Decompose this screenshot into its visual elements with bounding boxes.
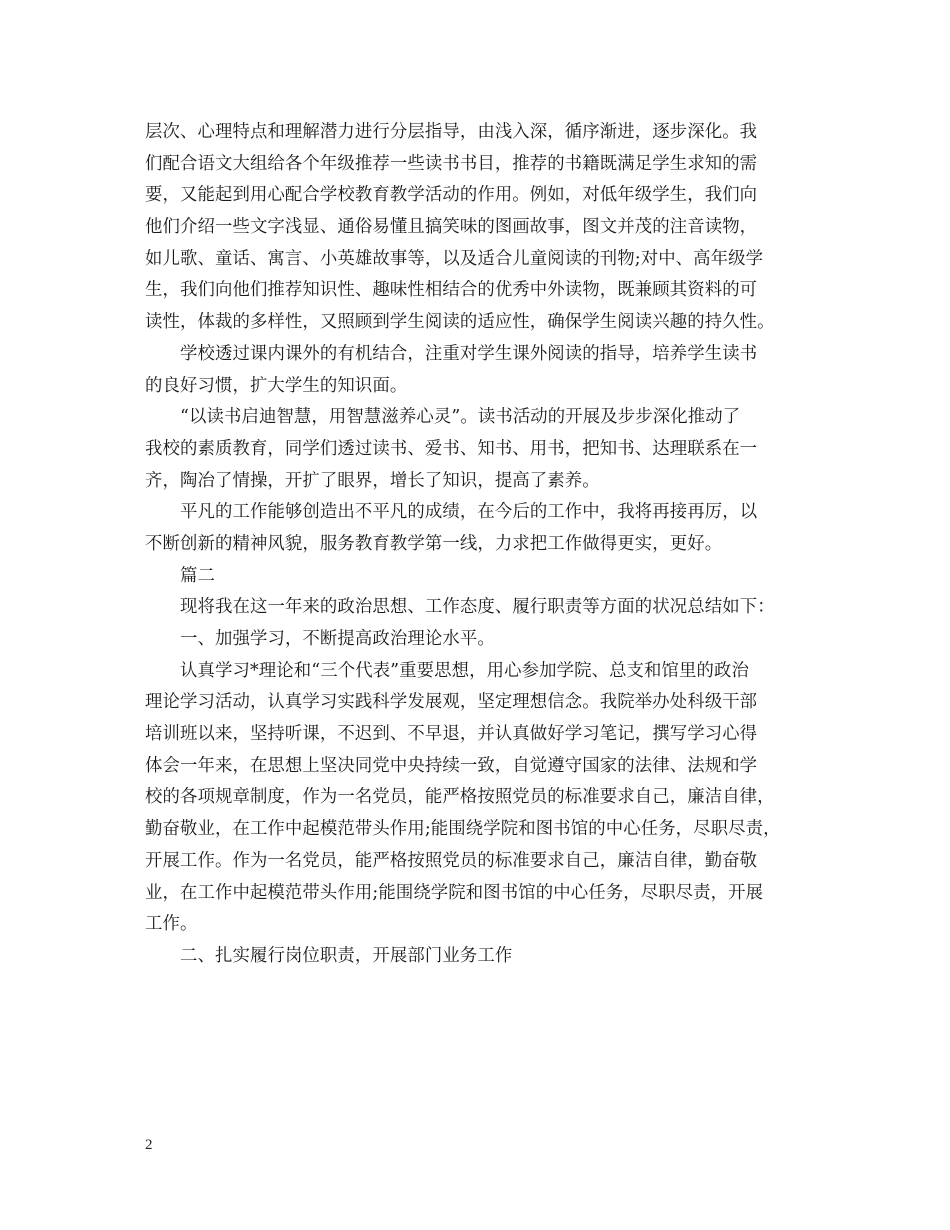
text-line: 二、扎实履行岗位职责，开展部门业务工作 xyxy=(180,945,513,966)
text-line: 培训班以来，坚持听课，不迟到、不早退，并认真做好学习笔记，撰写学习心得 xyxy=(145,724,758,745)
text-line: 读性，体裁的多样性，又照顾到学生阅读的适应性，确保学生阅读兴趣的持久性。 xyxy=(145,312,775,333)
text-line: 我校的素质教育，同学们透过读书、爱书、知书、用书，把知书、达理联系在一 xyxy=(145,438,758,459)
text-line: 学校透过课内课外的有机结合，注重对学生课外阅读的指导，培养学生读书 xyxy=(180,343,758,364)
text-line: “以读书启迪智慧，用智慧滋养心灵”。读书活动的开展及步步深化推动了 xyxy=(180,407,741,428)
text-line: 一、加强学习，不断提高政治理论水平。 xyxy=(180,629,495,649)
text-line: 齐，陶冶了情操，开扩了眼界，增长了知识，提高了素养。 xyxy=(145,470,600,491)
document-body xyxy=(145,117,805,973)
text-line: 们配合语文大组给各个年级推荐一些读书书目，推荐的书籍既满足学生求知的需 xyxy=(145,153,758,174)
text-line: 体会一年来，在思想上坚决同党中央持续一致，自觉遵守国家的法律、法规和学 xyxy=(145,755,758,776)
text-line: 的良好习惯，扩大学生的知识面。 xyxy=(145,375,408,396)
text-line: 要，又能起到用心配合学校教育教学活动的作用。例如，对低年级学生，我们向 xyxy=(145,185,758,206)
text-line: 业，在工作中起模范带头作用;能围绕学院和图书馆的中心任务，尽职尽责，开展 xyxy=(145,882,764,903)
text-line: 现将我在这一年来的政治思想、工作态度、履行职责等方面的状况总结如下： xyxy=(180,597,775,618)
text-line: 勤奋敬业，在工作中起模范带头作用;能围绕学院和图书馆的中心任务，尽职尽责， xyxy=(145,819,781,840)
text-line: 生，我们向他们推荐知识性、趣味性相结合的优秀中外读物，既兼顾其资料的可 xyxy=(145,280,758,301)
text-line: 工作。 xyxy=(145,914,198,935)
text-line: 平凡的工作能够创造出不平凡的成绩，在今后的工作中，我将再接再厉，以 xyxy=(180,502,758,523)
text-line: 校的各项规章制度，作为一名党员，能严格按照党员的标准要求自己，廉洁自律， xyxy=(145,787,775,808)
text-line: 篇二 xyxy=(180,565,215,586)
text-line: 层次、心理特点和理解潜力进行分层指导，由浅入深，循序渐进，逐步深化。我 xyxy=(145,122,758,142)
text-line: 如儿歌、童话、寓言、小英雄故事等，以及适合儿童阅读的刊物;对中、高年级学 xyxy=(145,248,764,269)
text-line: 不断创新的精神风貌，服务教育教学第一线，力求把工作做得更实，更好。 xyxy=(145,533,723,554)
text-line: 理论学习活动，认真学习实践科学发展观，坚定理想信念。我院举办处科级干部 xyxy=(145,692,758,713)
text-line: 他们介绍一些文字浅显、通俗易懂且搞笑味的图画故事，图文并茂的注音读物， xyxy=(145,217,758,238)
text-line: 开展工作。作为一名党员，能严格按照党员的标准要求自己，廉洁自律，勤奋敬 xyxy=(145,850,758,871)
page-number: 2 xyxy=(145,1137,153,1153)
text-line: 认真学习*理论和“三个代表”重要思想，用心参加学院、总支和馆里的政治 xyxy=(180,660,749,681)
